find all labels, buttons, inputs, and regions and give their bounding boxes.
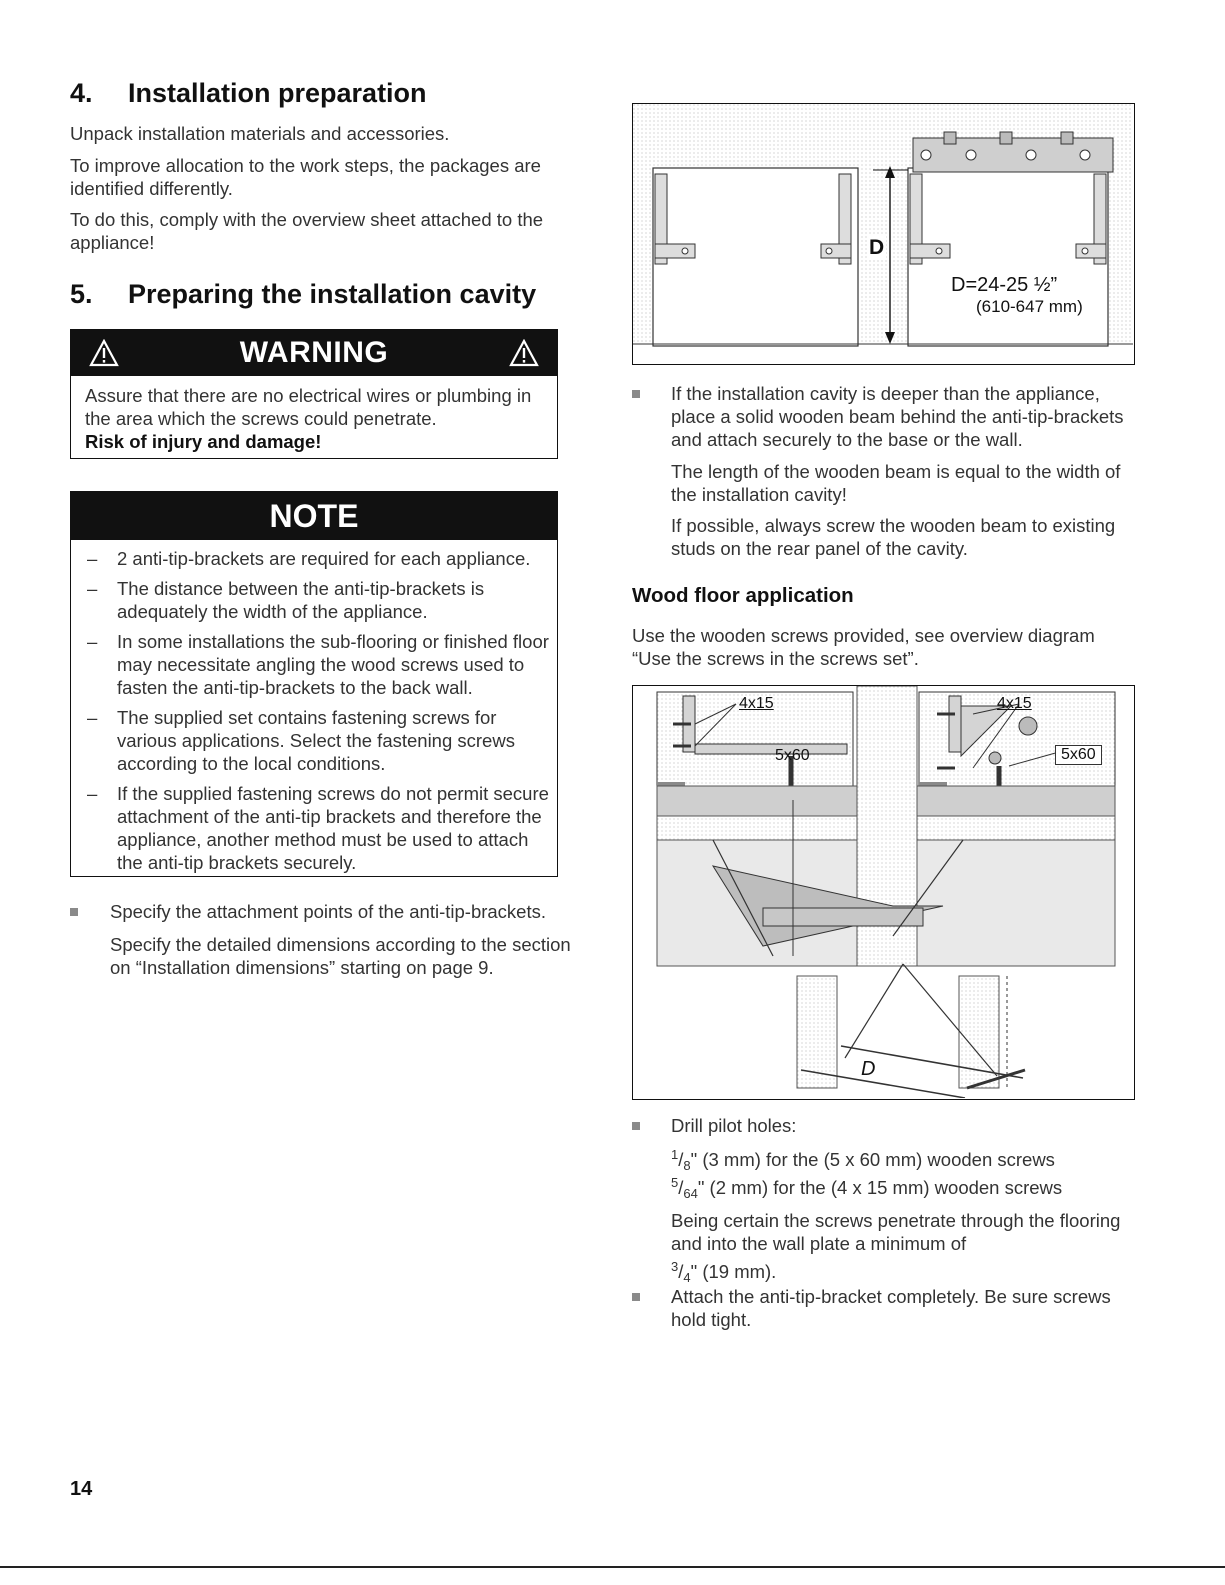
warning-triangle-icon [509,339,539,367]
drill-bullet-text: Drill pilot holes: [671,1115,797,1136]
figure-cavity-depth [632,103,1135,365]
bullet-square-icon [632,1122,640,1130]
deeper-paragraph-1: The length of the wooden beam is equal to the width of the installation cavity! [671,461,1121,505]
note-item-text: If the supplied fastening screws do not permit secure attachment of the anti-tip brackets and therefore the appliance, another method must be used to attach the anti-tip brackets securely. [117,783,549,873]
floor-d-label: D [861,1058,876,1080]
note-item-text: 2 anti-tip-brackets are required for each appliance. [117,548,531,569]
bullet-square-icon [70,908,78,916]
wood-floor-heading: Wood floor application [632,584,854,607]
specify-bullet-text: Specify the attachment points of the anti-tip-brackets. [110,901,547,922]
certain-end: " (19 mm). [690,1261,777,1282]
note-item-text: In some installations the sub-flooring or finished floor may necessitate angling the wood screws used to fasten the anti-tip-brackets to the back wall. [117,631,549,698]
note-item: – If the supplied fastening screws do not permit secure attachment of the anti-tip brackets and therefore the appliance, another method must be used to attach the anti-tip brackets securely. [87,783,549,873]
section-4-number: 4. [70,78,93,108]
figure-wood-floor [632,685,1135,1100]
depth-dimension: D=24-25 ½” [951,274,1058,296]
warning-emphasis: Risk of injury and damage! [85,431,322,452]
attach-bullet-text: Attach the anti-tip-bracket completely. Be sure screws hold tight. [671,1286,1111,1330]
note-item: – 2 anti-tip-brackets are required for each appliance. [87,548,531,569]
section-5-title: Preparing the installation cavity [128,279,537,309]
note-item-text: The distance between the anti-tip-brackets is adequately the width of the appliance. [117,578,485,622]
bullet-square-icon [632,390,640,398]
note-header [71,492,557,540]
section-4-paragraph-2: To improve allocation to the work steps, the packages are identified differently. [70,155,541,199]
deeper-bullet-text: If the installation cavity is deeper than the appliance, place a solid wooden beam behind the anti-tip-brackets and attach securely to the base or the wall. [671,383,1124,450]
section-4-heading [70,78,427,109]
screw-label-5x60-right: 5x60 [1055,745,1102,765]
depth-dimension-mm: (610-647 mm) [976,297,1083,316]
section-5-heading [70,279,536,310]
cavity-depth-illustration [633,104,1133,363]
depth-d-label: D [869,236,885,259]
fraction-denominator: 8 [683,1158,691,1173]
wood-floor-text: Use the wooden screws provided, see overview diagram “Use the screws in the screws set”. [632,625,1095,669]
page-number: 14 [70,1478,93,1500]
screw-label-5x60-left: 5x60 [775,747,810,764]
deeper-paragraph-2: If possible, always screw the wooden beam to existing studs on the rear panel of the cavity. [671,515,1116,559]
note-item-text: The supplied set contains fastening screws for various applications. Select the fastening screws according to the local conditions. [117,707,515,774]
note-item: – In some installations the sub-flooring or finished floor may necessitate angling the wood screws used to fasten the anti-tip-brackets to the back wall. [87,631,549,698]
warning-header [71,330,557,376]
specify-detail-text: Specify the detailed dimensions according to the section on “Installation dimensions” starting on page 9. [110,934,571,978]
page-bottom-rule [0,1566,1225,1568]
section-5-number: 5. [70,279,93,309]
section-4-paragraph-3: To do this, comply with the overview sheet attached to the appliance! [70,209,544,253]
note-item: – The distance between the anti-tip-brackets is adequately the width of the appliance. [87,578,485,622]
fraction-numerator: 5 [671,1175,679,1190]
drill-line-1: $^1/_8$" (3 mm) for the (5 x 60 mm) wooden screws [671,1147,1055,1173]
drill-line-2-text: " (2 mm) for the (4 x 15 mm) wooden screws [697,1177,1063,1198]
certain-text: Being certain the screws penetrate through the flooring and into the wall plate a minimum of [671,1210,1121,1254]
note-item: – The supplied set contains fastening screws for various applications. Select the fastening screws according to the local conditions. [87,707,515,774]
bullet-square-icon [632,1293,640,1301]
warning-text: Assure that there are no electrical wires or plumbing in the area which the screws could penetrate. [85,385,532,429]
screw-label-4x15-right: 4x15 [997,695,1032,712]
note-box [70,491,558,877]
warning-box [70,329,558,459]
section-4-title: Installation preparation [128,78,427,108]
note-title: NOTE [269,498,359,534]
drill-line-2: $^5/_{64}$" (2 mm) for the (4 x 15 mm) wooden screws [671,1175,1063,1201]
warning-title: WARNING [239,336,389,369]
fraction-denominator: 64 [683,1186,698,1201]
warning-triangle-icon [89,339,119,367]
fraction-numerator: 1 [671,1147,679,1162]
fraction-numerator: 3 [671,1259,679,1274]
fraction-denominator: 4 [683,1270,691,1285]
note-list [71,540,557,874]
screw-label-4x15-left: 4x15 [739,695,774,712]
certain-paragraph: Being certain the screws penetrate through the flooring and into the wall plate a minimum of $^3/_4$" (19 mm). [671,1210,1121,1285]
section-4-paragraph-1: Unpack installation materials and accessories. [70,123,450,144]
drill-line-1-text: " (3 mm) for the (5 x 60 mm) wooden screws [690,1149,1055,1170]
